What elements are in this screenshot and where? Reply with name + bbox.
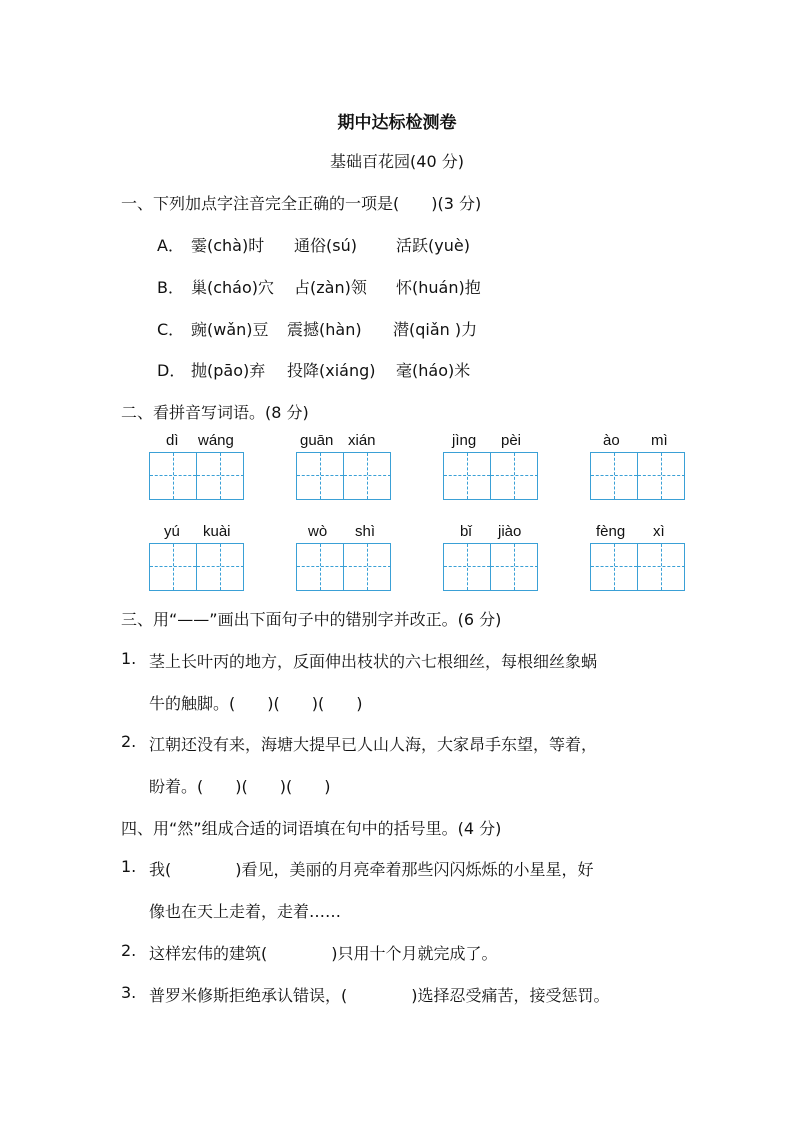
q1-option-label: B． <box>157 278 184 297</box>
sentence-line: 像也在天上走着，走着…… <box>149 902 342 921</box>
q1-option-item: 活跃(yuè) <box>396 236 470 255</box>
sentence-line: 盼着。( )( )( ) <box>149 777 331 796</box>
pinyin-label: mì <box>651 432 668 449</box>
grid-cell[interactable] <box>150 453 197 499</box>
writing-grid[interactable] <box>443 543 538 591</box>
pinyin-label: wò <box>308 523 328 540</box>
pinyin-label: jiào <box>498 523 522 540</box>
grid-cell[interactable] <box>444 544 491 590</box>
grid-cell[interactable] <box>344 544 391 590</box>
pinyin-label: pèi <box>501 432 522 449</box>
writing-grid[interactable] <box>590 452 685 500</box>
writing-grid[interactable] <box>149 543 244 591</box>
grid-cell[interactable] <box>197 453 244 499</box>
item-number: 1. <box>121 649 137 668</box>
pinyin-label: fèng <box>596 523 626 540</box>
q1-heading: 一、下列加点字注音完全正确的一项是( )(3 分) <box>121 194 482 213</box>
writing-grid[interactable] <box>590 543 685 591</box>
q1-option-label: A． <box>157 236 184 255</box>
q1-option-item: 震撼(hàn) <box>287 320 362 339</box>
q1-option-item: 巢(cháo)穴 <box>191 278 275 297</box>
grid-cell[interactable] <box>491 453 538 499</box>
sentence-line: 茎上长叶丙的地方，反面伸出枝状的六七根细丝，每根细丝象蜗 <box>149 652 598 671</box>
pinyin-label: yú <box>164 523 180 540</box>
grid-cell[interactable] <box>297 453 344 499</box>
pinyin-label: xián <box>348 432 376 449</box>
sentence-line: 牛的触脚。( )( )( ) <box>149 694 363 713</box>
q1-option-item: 霎(chà)时 <box>191 236 265 255</box>
section-subtitle: 基础百花园(40 分) <box>330 152 464 171</box>
grid-cell[interactable] <box>297 544 344 590</box>
item-number: 1. <box>121 857 137 876</box>
q1-option-item: 毫(háo)米 <box>396 361 471 380</box>
pinyin-label: kuài <box>203 523 231 540</box>
grid-cell[interactable] <box>444 453 491 499</box>
writing-grid[interactable] <box>149 452 244 500</box>
pinyin-label: guān <box>300 432 334 449</box>
q1-option-item: 占(zàn)领 <box>294 278 367 297</box>
pinyin-label: wáng <box>198 432 234 449</box>
grid-cell[interactable] <box>344 453 391 499</box>
q1-option-item: 潜(qiǎn )力 <box>393 320 478 339</box>
q1-option-item: 通俗(sú) <box>294 236 357 255</box>
q1-option-label: C． <box>157 320 185 339</box>
sentence-line: 我( )看见，美丽的月亮牵着那些闪闪烁烁的小星星，好 <box>149 860 594 879</box>
pinyin-label: shì <box>355 523 376 540</box>
writing-grid[interactable] <box>296 543 391 591</box>
grid-cell[interactable] <box>638 544 685 590</box>
q1-option-item: 抛(pāo)弃 <box>191 361 266 380</box>
item-number: 2. <box>121 941 137 960</box>
grid-cell[interactable] <box>491 544 538 590</box>
page-title: 期中达标检测卷 <box>337 113 457 133</box>
sentence-line: 江朝还没有来，海塘大提早已人山人海，大家昂手东望，等着， <box>149 735 598 754</box>
sentence-line: 这样宏伟的建筑( )只用十个月就完成了。 <box>149 944 498 963</box>
pinyin-label: jìng <box>452 432 477 449</box>
q1-option-item: 投降(xiáng) <box>287 361 376 380</box>
grid-cell[interactable] <box>197 544 244 590</box>
pinyin-label: xì <box>653 523 665 540</box>
writing-grid[interactable] <box>443 452 538 500</box>
item-number: 3. <box>121 983 137 1002</box>
q3-heading: 三、用“——”画出下面句子中的错别字并改正。(6 分) <box>121 610 502 629</box>
grid-cell[interactable] <box>638 453 685 499</box>
grid-cell[interactable] <box>591 544 638 590</box>
grid-cell[interactable] <box>150 544 197 590</box>
pinyin-label: bǐ <box>460 523 472 540</box>
q4-heading: 四、用“然”组成合适的词语填在句中的括号里。(4 分) <box>121 819 502 838</box>
q1-option-item: 豌(wǎn)豆 <box>191 320 269 339</box>
q1-option-label: D． <box>157 361 186 380</box>
q1-option-item: 怀(huán)抱 <box>396 278 481 297</box>
q2-heading: 二、看拼音写词语。(8 分) <box>121 403 309 422</box>
pinyin-label: dì <box>166 432 179 449</box>
writing-grid[interactable] <box>296 452 391 500</box>
item-number: 2. <box>121 732 137 751</box>
sentence-line: 普罗米修斯拒绝承认错误，( )选择忍受痛苦，接受惩罚。 <box>149 986 610 1005</box>
grid-cell[interactable] <box>591 453 638 499</box>
pinyin-label: ào <box>603 432 620 449</box>
